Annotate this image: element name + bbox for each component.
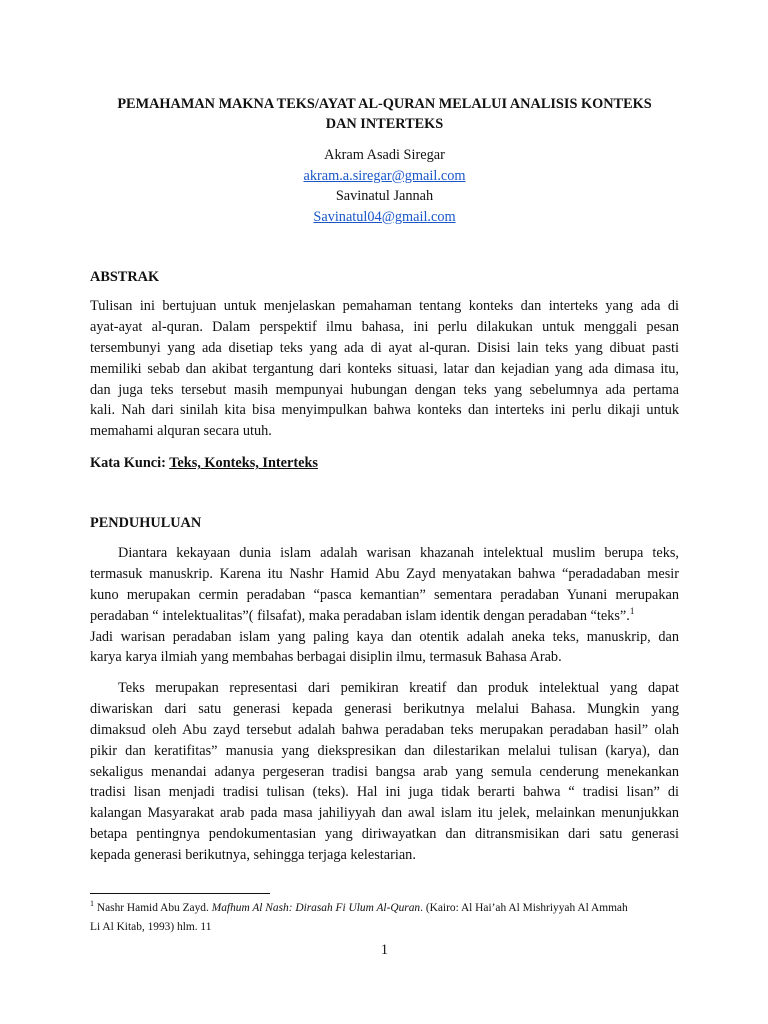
paragraph-line: kuno merupakan cermin peradaban “pasca kemantian” sementara peradaban Yunani merupakan (90, 586, 679, 603)
paragraph-line-with-footnote (90, 606, 679, 627)
paragraph-line: tradisi lisan menjadi tradisi tulisan (teks). Hal ini juga tidak berarti bahwa “ tradisi lisan” di (90, 784, 679, 801)
author-email-2[interactable]: Savinatul04@gmail.com (313, 208, 456, 225)
introduction-heading: PENDUHULUAN (90, 515, 202, 531)
author-name-1: Akram Asadi Siregar (324, 147, 445, 163)
footnote-book-title: Mafhum Al Nash: Dirasah Fi Ulum Al-Quran (211, 902, 421, 914)
keywords-value: Teks, Konteks, Interteks (169, 455, 318, 471)
paragraph-line: pikir dan keratifitas” manusia yang diekspresikan dan dilestarikan melalui tulisan (karya), dan (90, 742, 679, 759)
footnote (90, 899, 679, 937)
paragraph-line: dimaksud oleh Abu zayd tersebut adalah bahwa peradaban teks merupakan peradaban hasil” olah (90, 721, 679, 738)
introduction-paragraph-2 (90, 678, 679, 866)
introduction-paragraph-1 (90, 543, 679, 668)
abstract-line: kali. Nah dari sinilah kita bisa menyimpulkan bahwa konteks dan interteks ini perlu dikaji untuk (90, 402, 679, 419)
author-email-1[interactable]: akram.a.siregar@gmail.com (303, 167, 466, 184)
footnote-publication: . (Kairo: Al Hai’ah Al Mishriyyah Al Ammah (420, 902, 628, 914)
paragraph-line: betapa pentingnya pendokumentasian yang diriwayatkan dan ditransmisikan dari satu generasi (90, 826, 679, 843)
footnote-line-1 (90, 899, 679, 918)
abstract-line: dan juga teks tersebut masih mempunyai hubungan dengan teks yang sebelumnya ada pertama (90, 381, 679, 398)
author-block (90, 145, 679, 227)
paragraph-line: sekaligus menandai adanya pergeseran tradisi bangsa arab yang semula cenderung menekankan (90, 763, 679, 780)
author-name-2: Savinatul Jannah (335, 188, 434, 204)
paragraph-line: diwariskan dari satu generasi kepada generasi berikutnya melalui Bahasa. Mungkin yang (90, 700, 679, 717)
abstract-line: memiliki sebab dan akibat tergantung dari konteks situasi, latar dan kejadian yang ada dimasa itu, (90, 360, 679, 377)
paragraph-line: karya karya ilmiah yang membahas berbagai disiplin ilmu, termasuk Bahasa Arab. (90, 649, 562, 666)
page-number: 1 (380, 942, 389, 958)
abstract-line: ayat-ayat al-quran. Dalam perspektif ilmu bahasa, ini perlu dilakukan untuk menggali pesan (90, 318, 679, 335)
footnote-divider (90, 893, 270, 894)
footnote-line-2: Li Al Kitab, 1993) hlm. 11 (90, 921, 212, 933)
document-page (90, 0, 679, 1024)
paper-title (90, 94, 679, 134)
footnote-number: 1 (90, 899, 94, 909)
abstract-paragraph (90, 296, 679, 442)
abstract-line: tersembunyi yang ada disetiap teks yang ada di ayat al-quran. Disisi lain teks yang dibuat pasti (90, 339, 679, 356)
keywords-label: Kata Kunci: (90, 455, 166, 471)
footnote-author: Nashr Hamid Abu Zayd. (96, 902, 209, 914)
paragraph-line-text: peradaban “ intelektualitas”( filsafat), maka peradaban islam identik dengan peradaban “teks”. (90, 607, 630, 624)
paragraph-line: kepada generasi berikutnya, sehingga terjaga kelestarian. (90, 847, 416, 864)
paragraph-line: Teks merupakan representasi dari pemikiran kreatif dan produk intelektual yang dapat (118, 680, 679, 696)
abstract-heading: ABSTRAK (90, 269, 160, 285)
paragraph-line: Diantara kekayaan dunia islam adalah warisan khazanah intelektual muslim berupa teks, (118, 545, 679, 561)
paragraph-line: kalangan Masyarakat arab pada masa jahiliyyah dan awal islam itu jelek, melainkan menunjukkan (90, 805, 679, 822)
title-line-2: DAN INTERTEKS (325, 116, 444, 132)
footnote-reference[interactable]: 1 (629, 605, 635, 616)
abstract-line: memahami alquran secara utuh. (90, 423, 272, 440)
paragraph-line: termasuk manuskrip. Karena itu Nashr Hamid Abu Zayd menyatakan bahwa “peradadaban mesir (90, 565, 679, 582)
paragraph-line: Jadi warisan peradaban islam yang paling kaya dan otentik adalah aneka teks, manuskrip, dan (90, 628, 679, 645)
abstract-line: Tulisan ini bertujuan untuk menjelaskan pemahaman tentang konteks dan interteks yang ada di (90, 298, 679, 314)
title-line-1: PEMAHAMAN MAKNA TEKS/AYAT AL-QURAN MELALUI ANALISIS KONTEKS (117, 96, 652, 112)
keywords (90, 453, 318, 473)
